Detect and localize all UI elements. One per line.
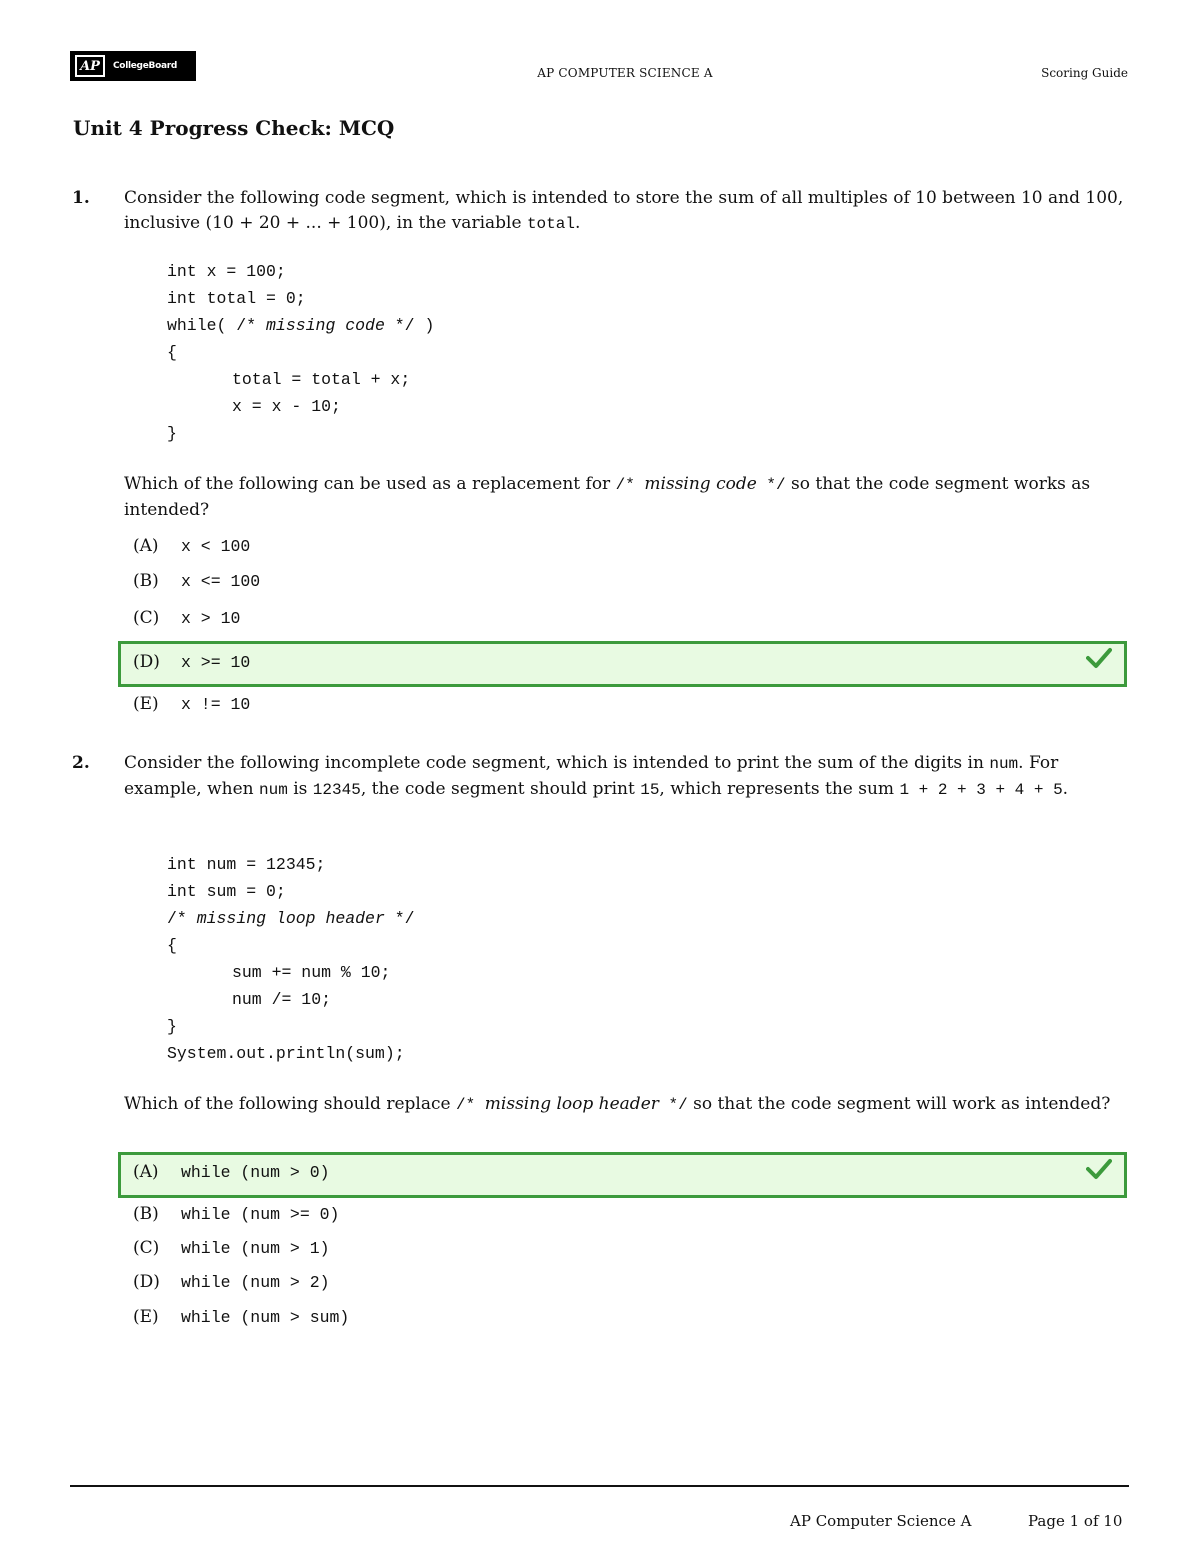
collegeboard-wordmark: CollegeBoard bbox=[113, 61, 178, 71]
question-2-prompt bbox=[124, 751, 1124, 803]
option-label: (A) bbox=[133, 1162, 159, 1182]
option-b[interactable] bbox=[133, 566, 260, 596]
stem-text: so that the code segment will work as intended? bbox=[687, 1094, 1111, 1114]
page-title: Unit 4 Progress Check: MCQ bbox=[73, 116, 395, 140]
prompt-text: . bbox=[574, 213, 581, 233]
option-label: (D) bbox=[133, 1272, 160, 1292]
code-placeholder: missing code bbox=[266, 316, 385, 335]
code-line: int sum = 0; bbox=[167, 882, 286, 901]
option-text: x > 10 bbox=[181, 608, 241, 628]
option-c[interactable] bbox=[133, 1233, 330, 1263]
option-text: while (num >= 0) bbox=[181, 1204, 340, 1224]
footer-course: AP Computer Science A bbox=[790, 1512, 972, 1530]
header-course-title: AP COMPUTER SCIENCE A bbox=[537, 66, 713, 80]
option-b[interactable] bbox=[133, 1199, 339, 1229]
prompt-text: is bbox=[287, 779, 313, 799]
option-text: while (num > 0) bbox=[181, 1162, 330, 1182]
code-placeholder: missing loop header bbox=[196, 909, 385, 928]
ap-collegeboard-logo bbox=[70, 51, 196, 81]
question-2-stem bbox=[124, 1092, 1124, 1118]
footer-divider bbox=[70, 1485, 1129, 1487]
header-scoring-guide: Scoring Guide bbox=[1041, 66, 1128, 80]
prompt-code: 12345 bbox=[312, 781, 361, 799]
checkmark-icon bbox=[1086, 647, 1112, 669]
option-label: (B) bbox=[133, 1204, 159, 1224]
prompt-code: num bbox=[989, 755, 1019, 773]
code-token: while( /* bbox=[167, 316, 267, 335]
stem-code: /* bbox=[615, 476, 645, 494]
option-label: (C) bbox=[133, 608, 160, 628]
code-line: total = total + x; bbox=[232, 370, 411, 389]
option-label: (E) bbox=[133, 1307, 159, 1327]
question-1-stem bbox=[124, 472, 1124, 523]
stem-code: */ bbox=[658, 1096, 688, 1114]
prompt-code: 15 bbox=[640, 781, 660, 799]
code-line: { bbox=[167, 343, 177, 362]
prompt-code: total bbox=[526, 215, 575, 233]
stem-placeholder: missing loop header bbox=[484, 1094, 659, 1114]
option-e[interactable] bbox=[133, 689, 250, 719]
correct-answer-highlight bbox=[118, 641, 1127, 687]
code-token: */ bbox=[384, 909, 415, 928]
option-a-correct[interactable] bbox=[133, 1157, 330, 1187]
code-line: } bbox=[167, 424, 177, 443]
question-2-code bbox=[167, 851, 415, 1067]
option-label: (C) bbox=[133, 1238, 160, 1258]
stem-code: */ bbox=[756, 476, 786, 494]
stem-text: Which of the following should replace bbox=[124, 1094, 456, 1114]
code-line: int total = 0; bbox=[167, 289, 306, 308]
stem-text: so that the code segment works as intended? bbox=[124, 474, 1091, 520]
prompt-text: , which represents the sum bbox=[659, 779, 900, 799]
option-text: x >= 10 bbox=[181, 652, 251, 672]
option-text: while (num > 1) bbox=[181, 1238, 330, 1258]
prompt-text: . bbox=[1062, 779, 1069, 799]
code-line: num /= 10; bbox=[232, 990, 332, 1009]
code-line: x = x - 10; bbox=[232, 397, 341, 416]
code-line bbox=[167, 905, 415, 932]
option-a[interactable] bbox=[133, 531, 250, 561]
option-label: (A) bbox=[133, 536, 159, 556]
code-line: { bbox=[167, 936, 177, 955]
footer-page-number: Page 1 of 10 bbox=[1028, 1512, 1123, 1530]
prompt-text: Consider the following incomplete code segment, which is intended to print the sum of the digits in bbox=[124, 753, 990, 773]
option-d-correct[interactable] bbox=[133, 647, 250, 677]
option-c[interactable] bbox=[133, 603, 240, 633]
code-line: } bbox=[167, 1017, 177, 1036]
option-label: (D) bbox=[133, 652, 160, 672]
ap-logo-mark: AP bbox=[75, 55, 105, 77]
code-line: int x = 100; bbox=[167, 262, 286, 281]
option-e[interactable] bbox=[133, 1302, 349, 1332]
code-line bbox=[167, 312, 434, 339]
option-text: x < 100 bbox=[181, 536, 251, 556]
prompt-text: , the code segment should print bbox=[360, 779, 641, 799]
checkmark-icon bbox=[1086, 1158, 1112, 1180]
code-token: /* bbox=[167, 909, 197, 928]
option-text: while (num > 2) bbox=[181, 1272, 330, 1292]
prompt-text: . For example, when bbox=[124, 753, 1059, 799]
option-label: (E) bbox=[133, 694, 159, 714]
prompt-code: 1 + 2 + 3 + 4 + 5 bbox=[899, 781, 1063, 799]
question-1-code bbox=[167, 258, 434, 447]
question-1-prompt bbox=[124, 186, 1124, 237]
stem-code: /* bbox=[455, 1096, 485, 1114]
code-line: int num = 12345; bbox=[167, 855, 326, 874]
question-number: 2. bbox=[72, 753, 90, 773]
stem-placeholder: missing code bbox=[644, 474, 757, 494]
prompt-text: Consider the following code segment, which is intended to store the sum of all multiples of 10 between 10 and 100, inclusive (10 + 20 + ... + 100), in the variable bbox=[124, 188, 1124, 233]
code-token: */ ) bbox=[384, 316, 435, 335]
option-text: while (num > sum) bbox=[181, 1307, 350, 1327]
prompt-code: num bbox=[259, 781, 288, 799]
option-d[interactable] bbox=[133, 1267, 330, 1297]
option-label: (B) bbox=[133, 571, 159, 591]
option-text: x <= 100 bbox=[181, 571, 261, 591]
stem-text: Which of the following can be used as a replacement for bbox=[124, 474, 616, 494]
option-text: x != 10 bbox=[181, 694, 251, 714]
question-number: 1. bbox=[72, 188, 90, 208]
code-line: sum += num % 10; bbox=[232, 963, 391, 982]
code-line: System.out.println(sum); bbox=[167, 1044, 405, 1063]
